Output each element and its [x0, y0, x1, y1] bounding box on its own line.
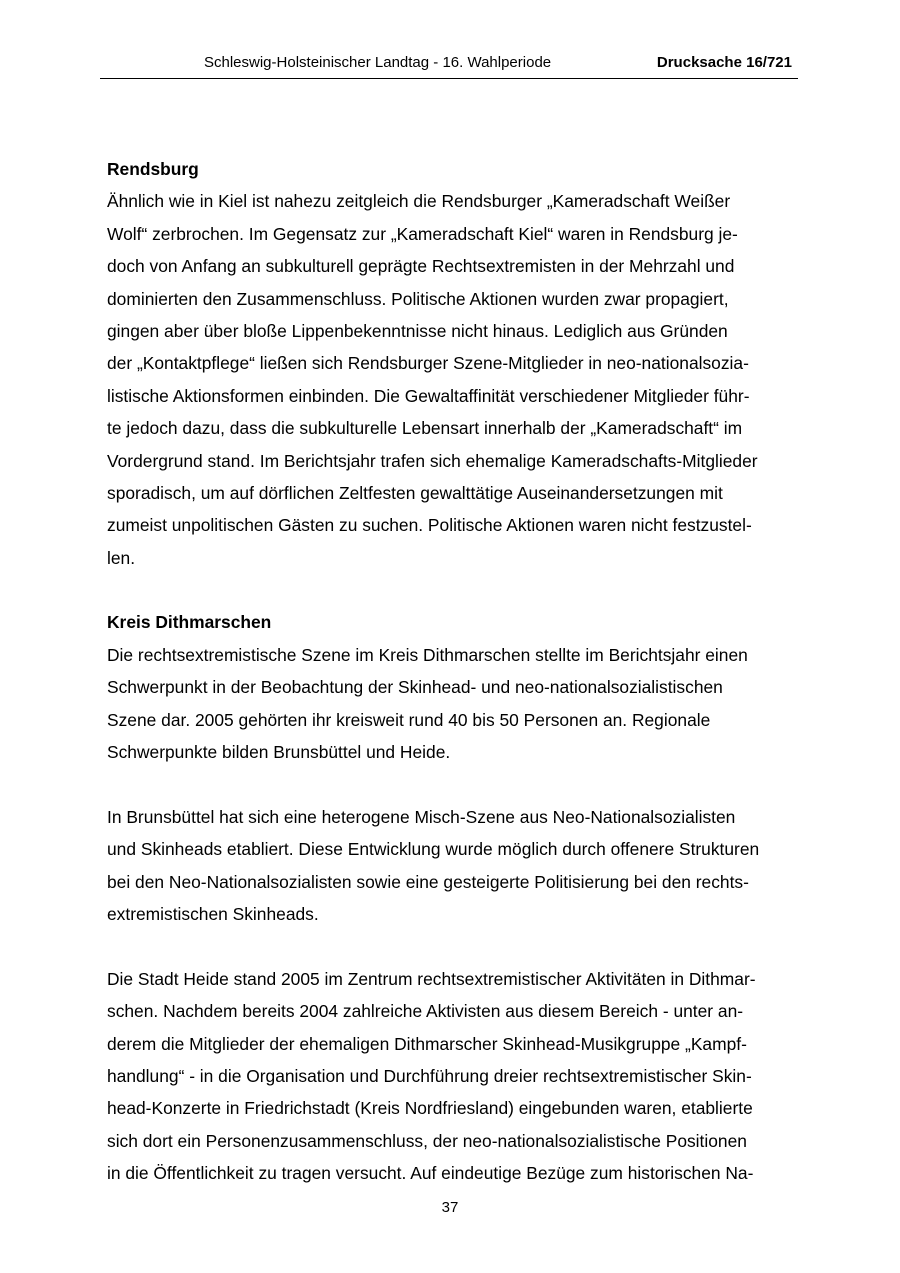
text-line: bei den Neo-Nationalsozialisten sowie eine gesteigerte Politisierung bei den rechts- [107, 871, 749, 892]
text-line: Wolf“ zerbrochen. Im Gegensatz zur „Kameradschaft Kiel“ waren in Rendsburg je- [107, 223, 738, 244]
text-line: handlung“ - in die Organisation und Durchführung dreier rechtsextremistischer Skin- [107, 1065, 752, 1086]
section-spacer [107, 574, 797, 606]
text-line: extremistischen Skinheads. [107, 903, 319, 924]
text-line: derem die Mitglieder der ehemaligen Dithmarscher Skinhead-Musikgruppe „Kampf- [107, 1033, 747, 1054]
paragraph [107, 963, 797, 1190]
text-line: in die Öffentlichkeit zu tragen versucht. Auf eindeutige Bezüge zum historischen Na- [107, 1163, 754, 1184]
text-line: Vordergrund stand. Im Berichtsjahr trafen sich ehemalige Kameradschafts-Mitglieder [107, 450, 758, 471]
page-number: 37 [441, 1199, 459, 1216]
page-header [100, 50, 798, 79]
document-body [107, 153, 797, 1190]
document-number: Drucksache 16/721 [656, 54, 792, 71]
text-line: te jedoch dazu, dass die subkulturelle Lebensart innerhalb der „Kameradschaft“ im [107, 418, 743, 439]
text-line: sporadisch, um auf dörflichen Zeltfesten gewalttätige Auseinandersetzungen mit [107, 482, 723, 503]
text-line: doch von Anfang an subkulturell geprägte Rechtsextremisten in der Mehrzahl und [107, 256, 735, 277]
text-line: sich dort ein Personenzusammenschluss, der neo-nationalsozialistische Positionen [107, 1130, 747, 1151]
section-heading: Rendsburg [107, 159, 199, 179]
text-line: der „Kontaktpflege“ ließen sich Rendsburger Szene-Mitglieder in neo-nationalsozia- [107, 353, 749, 374]
paragraph-spacer [107, 768, 797, 800]
text-line: gingen aber über bloße Lippenbekenntnisse nicht hinaus. Lediglich aus Gründen [107, 320, 728, 341]
text-line: schen. Nachdem bereits 2004 zahlreiche Aktivisten aus diesem Bereich - unter an- [107, 1001, 744, 1022]
text-line: listische Aktionsformen einbinden. Die Gewaltaffinität verschiedener Mitglieder führ- [107, 385, 750, 406]
header-title: Schleswig-Holsteinischer Landtag - 16. Wahlperiode [204, 54, 552, 71]
text-line: Die Stadt Heide stand 2005 im Zentrum rechtsextremistischer Aktivitäten in Dithmar- [107, 968, 756, 989]
text-line: head-Konzerte in Friedrichstadt (Kreis Nordfriesland) eingebunden waren, etablierte [107, 1098, 753, 1119]
text-line: Die rechtsextremistische Szene im Kreis Dithmarschen stellte im Berichtsjahr einen [107, 644, 748, 665]
section-heading: Kreis Dithmarschen [107, 612, 272, 633]
paragraph [107, 639, 797, 769]
text-line: und Skinheads etabliert. Diese Entwicklung wurde möglich durch offenere Strukturen [107, 839, 760, 860]
paragraph [107, 801, 797, 931]
text-line: Schwerpunkt in der Beobachtung der Skinhead- und neo-nationalsozialistischen [107, 677, 723, 698]
paragraph [107, 185, 797, 574]
text-line: Ähnlich wie in Kiel ist nahezu zeitgleich die Rendsburger „Kameradschaft Weißer [107, 191, 731, 212]
text-line: Schwerpunkte bilden Brunsbüttel und Heide. [107, 742, 451, 763]
text-line: len. [107, 547, 136, 568]
paragraph-spacer [107, 930, 797, 962]
text-line: dominierten den Zusammenschluss. Politische Aktionen wurden zwar propagiert, [107, 288, 729, 309]
text-line: zumeist unpolitischen Gästen zu suchen. Politische Aktionen waren nicht festzustel- [107, 515, 752, 536]
text-line: In Brunsbüttel hat sich eine heterogene Misch-Szene aus Neo-Nationalsozialisten [107, 806, 736, 827]
text-line: Szene dar. 2005 gehörten ihr kreisweit rund 40 bis 50 Personen an. Regionale [107, 709, 711, 730]
